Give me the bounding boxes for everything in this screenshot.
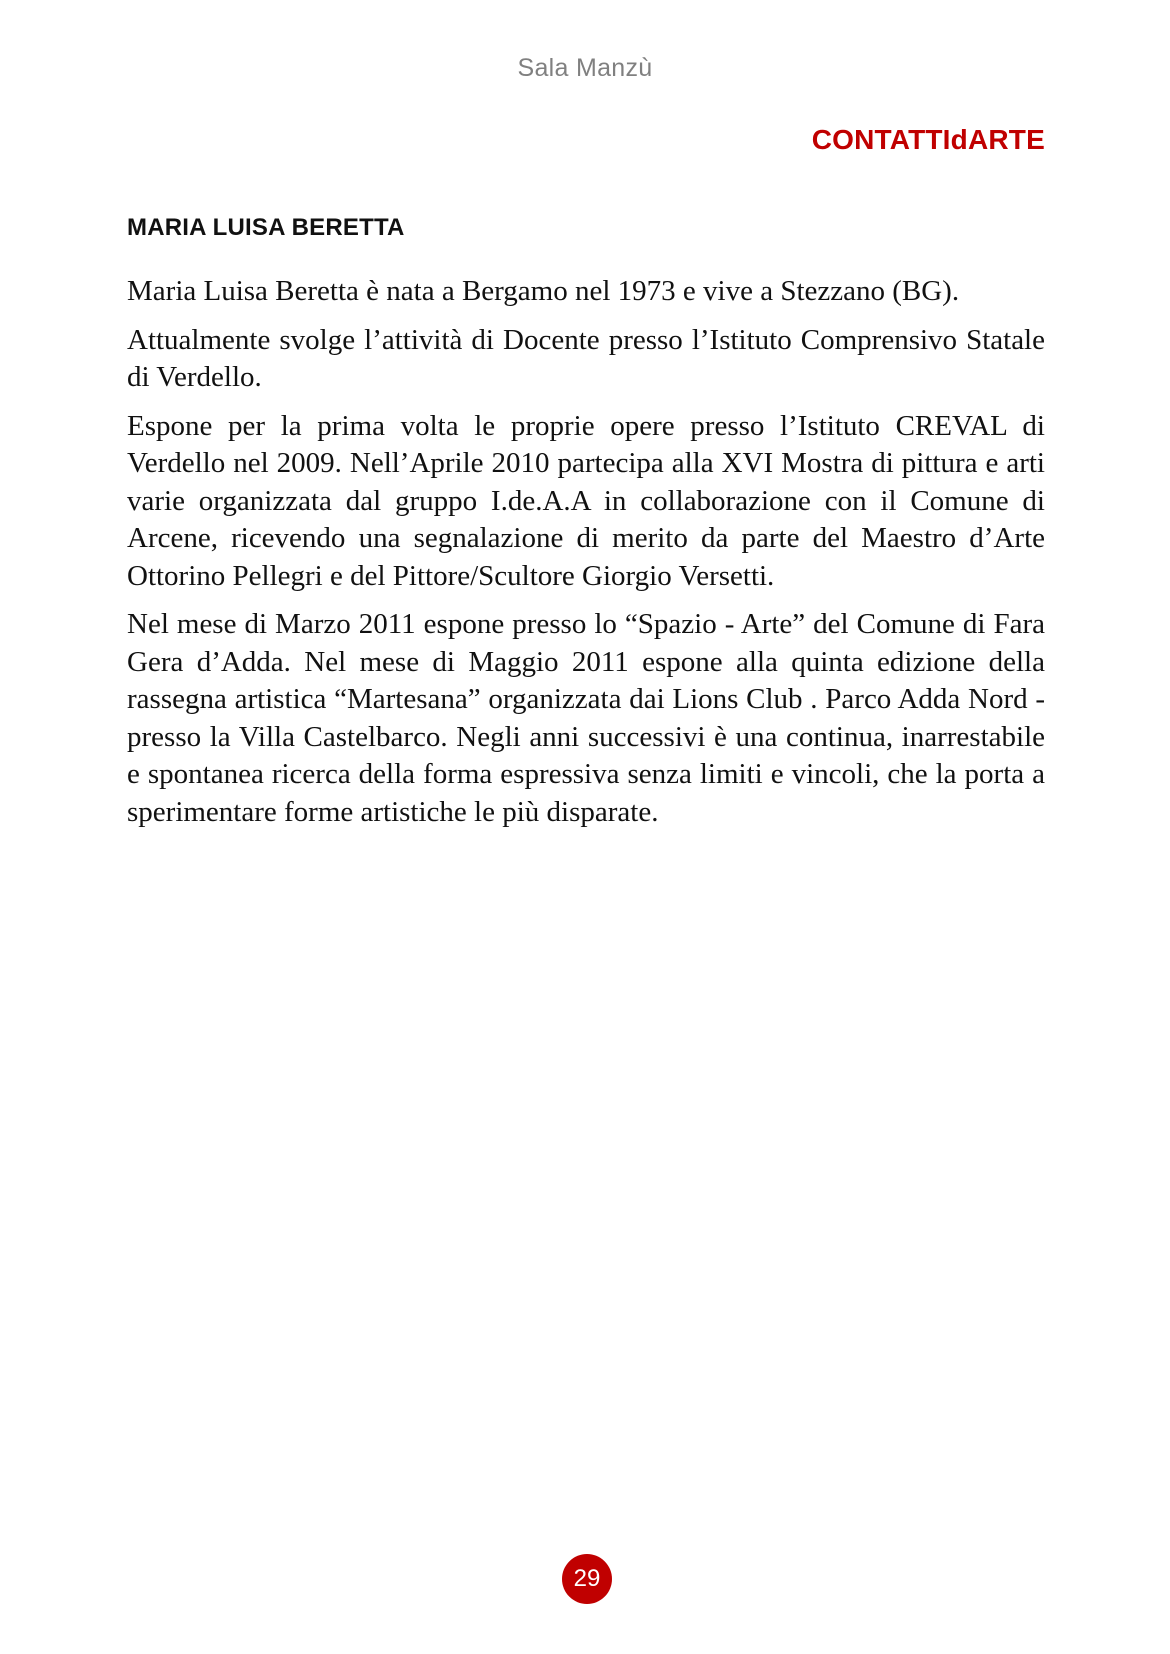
bio-paragraph-later-exhibitions: Nel mese di Marzo 2011 espone presso lo “Spazio - Arte” del Comune di Fara Gera d’Adda. Nel mese di Maggio 2011 espone alla quinta edizione della rassegna artistica “Martesana” organizzata dai Lions Club . Parco Adda Nord - presso la Villa Castelbarco. Negli anni successivi è una continua, inarrestabile e spontanea ricerca della forma espressiva senza limiti e vincoli, che la porta a sperimentare forme artistiche le più disparate.	[127, 608, 1045, 828]
biography-text	[127, 273, 1045, 842]
bio-paragraph-first-exhibitions: Espone per la prima volta le proprie opere presso l’Istituto CREVAL di Verdello nel 2009. Nell’Aprile 2010 partecipa alla XVI Mostra di pittura e arti varie organizzata dal gruppo I.de.A.A in collaborazione con il Comune di Arcene, ricevendo una segnalazione di merito da parte del Maestro d’Arte Ottorino Pellegri e del Pittore/Scultore Giorgio Versetti.	[127, 409, 1045, 592]
bio-paragraph-birth: Maria Luisa Beretta è nata a Bergamo nel 1973 e vive a Stezzano (BG).	[127, 275, 960, 307]
brand-title: CONTATTIdARTE	[811, 124, 1045, 155]
running-header: Sala Manzù	[517, 54, 653, 82]
page-number-badge: 29	[562, 1554, 612, 1604]
bio-paragraph-occupation: Attualmente svolge l’attività di Docente presso l’Istituto Comprensivo Statale di Verdello.	[127, 323, 1045, 393]
artist-name-heading: MARIA LUISA BERETTA	[127, 214, 405, 241]
